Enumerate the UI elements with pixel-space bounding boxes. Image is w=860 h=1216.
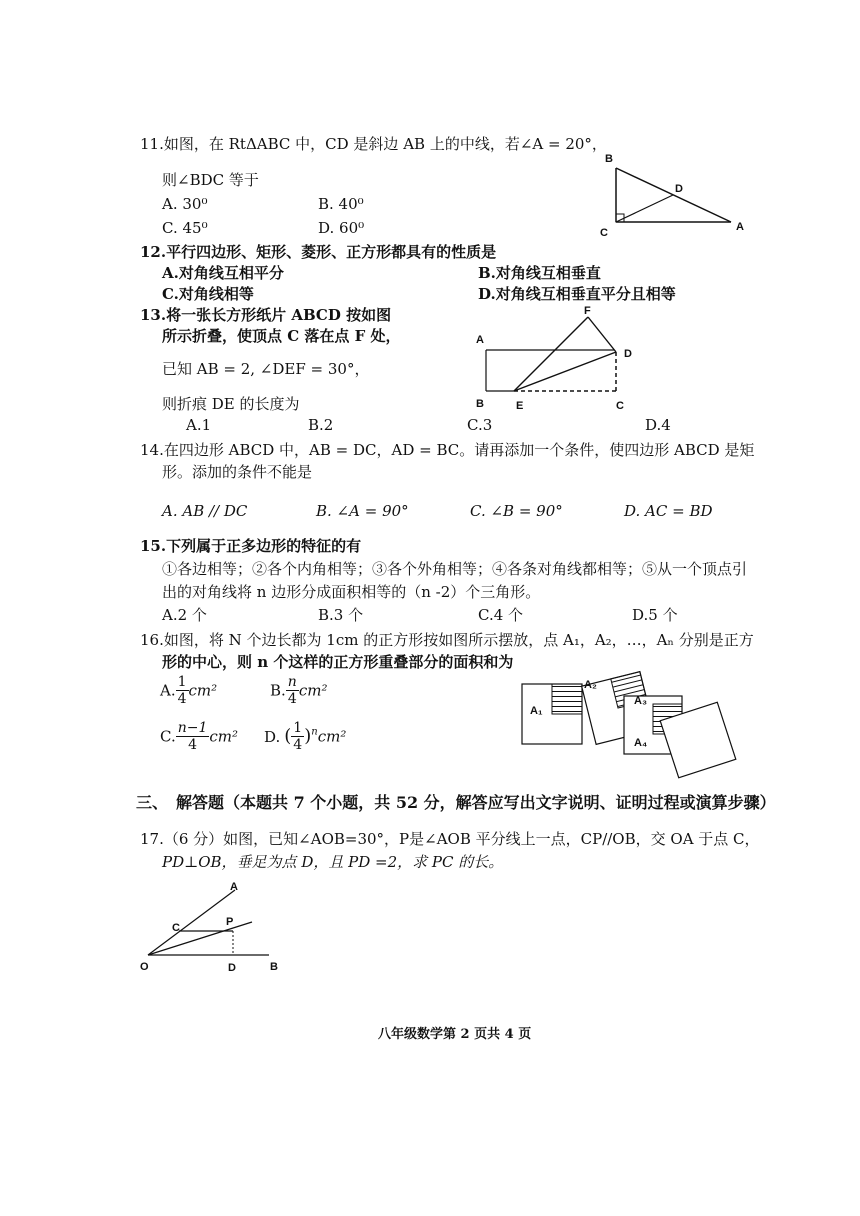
q14-option-a: A. AB // DC (162, 502, 248, 520)
q16-option-d: D. ( $\frac{1}{4}$ )$^n$cm² (264, 720, 347, 753)
q13-option-a: A.1 (186, 416, 212, 434)
q17-label-d: D (228, 962, 236, 974)
q17-label-a: A (230, 881, 238, 893)
q16-squares-figure (518, 664, 768, 774)
q16-option-a: A. $\frac{1}{4}$ cm² (160, 674, 218, 707)
q11-triangle-figure (598, 150, 758, 240)
q17-label-b: B (270, 961, 278, 973)
q16-label-a1: A₁ (530, 705, 543, 717)
q16-option-b: B. $\frac{n}{4}$ cm² (270, 674, 328, 707)
q13-stem-line1: 13.将一张长方形纸片 ABCD 按如图 (140, 306, 392, 324)
q11-option-d: D. 60⁰ (318, 219, 365, 237)
q13-label-a: A (476, 334, 484, 346)
page-footer: 八年级数学第 2 页共 4 页 (378, 1027, 532, 1042)
q12-option-d: D.对角线互相垂直平分且相等 (478, 285, 676, 303)
q14-option-d: D. AC = BD (624, 502, 713, 520)
q14-stem-line2: 形。添加的条件不能是 (162, 463, 313, 481)
q13-label-d: D (624, 348, 632, 360)
q13-stem-line3: 已知 AB = 2, ∠DEF = 30°， (162, 360, 370, 378)
q11-label-c: C (600, 227, 608, 239)
section3-heading: 三、 解答题（本题共 7 个小题，共 52 分，解答应写出文字说明、证明过程或演算步骤） (136, 793, 776, 812)
q13-option-b: B.2 (308, 416, 334, 434)
q13-label-f: F (584, 305, 591, 317)
q17-label-p: P (226, 916, 234, 928)
q15-stem: 15.下列属于正多边形的特征的有 (140, 537, 362, 555)
q16-stem-line2: 形的中心，则 n 个这样的正方形重叠部分的面积和为 (162, 653, 514, 671)
q11-label-d: D (675, 183, 683, 195)
q14-stem-line1: 14.在四边形 ABCD 中，AB = DC，AD = BC。请再添加一个条件，使四边形 ABCD 是矩 (140, 441, 755, 459)
q12-option-c: C.对角线相等 (162, 285, 254, 303)
q11-label-b: B (605, 153, 613, 165)
q15-option-c: C.4 个 (478, 606, 524, 624)
q15-line1: ①各边相等；②各个内角相等；③各个外角相等；④各条对角线都相等；⑤从一个顶点引 (162, 560, 748, 578)
q14-option-c: C. ∠B = 90° (470, 502, 563, 520)
q17-line2: PD⊥OB，垂足为点 D，且 PD =2，求 PC 的长。 (162, 853, 504, 871)
q15-option-d: D.5 个 (632, 606, 678, 624)
q12-option-b: B.对角线互相垂直 (478, 264, 601, 282)
q11-label-a: A (736, 221, 744, 233)
q16-label-a3: A₃ (634, 695, 648, 707)
q11-stem-line2: 则∠BDC 等于 (162, 171, 259, 189)
q15-line2: 出的对角线将 n 边形分成面积相等的（n -2）个三角形。 (162, 583, 541, 601)
q16-stem-line1: 16.如图，将 N 个边长都为 1cm 的正方形按如图所示摆放，点 A₁，A₂，…，Aₙ 分别是正方 (140, 631, 754, 649)
q13-fold-figure (470, 302, 650, 417)
q15-option-b: B.3 个 (318, 606, 364, 624)
q16-label-a2: A₂ (584, 679, 597, 691)
q17-label-c: C (172, 922, 180, 934)
q13-stem-line2: 所示折叠，使顶点 C 落在点 F 处， (162, 327, 401, 345)
q13-label-b: B (476, 398, 484, 410)
q16-label-a4: A₄ (634, 737, 648, 749)
q13-option-c: C.3 (467, 416, 493, 434)
q13-label-e: E (516, 400, 524, 412)
q11-option-c: C. 45⁰ (162, 219, 208, 237)
q11-option-a: A. 30⁰ (162, 195, 208, 213)
q11-stem-line1: 11.如图，在 RtΔABC 中，CD 是斜边 AB 上的中线，若∠A = 20°， (140, 135, 607, 153)
q14-option-b: B. ∠A = 90° (316, 502, 409, 520)
q15-option-a: A.2 个 (162, 606, 207, 624)
q16-option-c: C. $\frac{n-1}{4}$ cm² (160, 720, 239, 753)
q11-option-b: B. 40⁰ (318, 195, 364, 213)
q13-stem-line4: 则折痕 DE 的长度为 (162, 395, 300, 413)
q17-label-o: O (140, 961, 149, 973)
q12-stem: 12.平行四边形、矩形、菱形、正方形都具有的性质是 (140, 243, 497, 261)
q13-option-d: D.4 (645, 416, 671, 434)
q17-line1: 17.（6 分）如图，已知∠AOB=30°，P是∠AOB 平分线上一点，CP//OB，交 OA 于点 C， (140, 830, 760, 848)
q17-angle-figure (136, 878, 296, 978)
q13-label-c: C (616, 400, 624, 412)
q12-option-a: A.对角线互相平分 (162, 264, 284, 282)
